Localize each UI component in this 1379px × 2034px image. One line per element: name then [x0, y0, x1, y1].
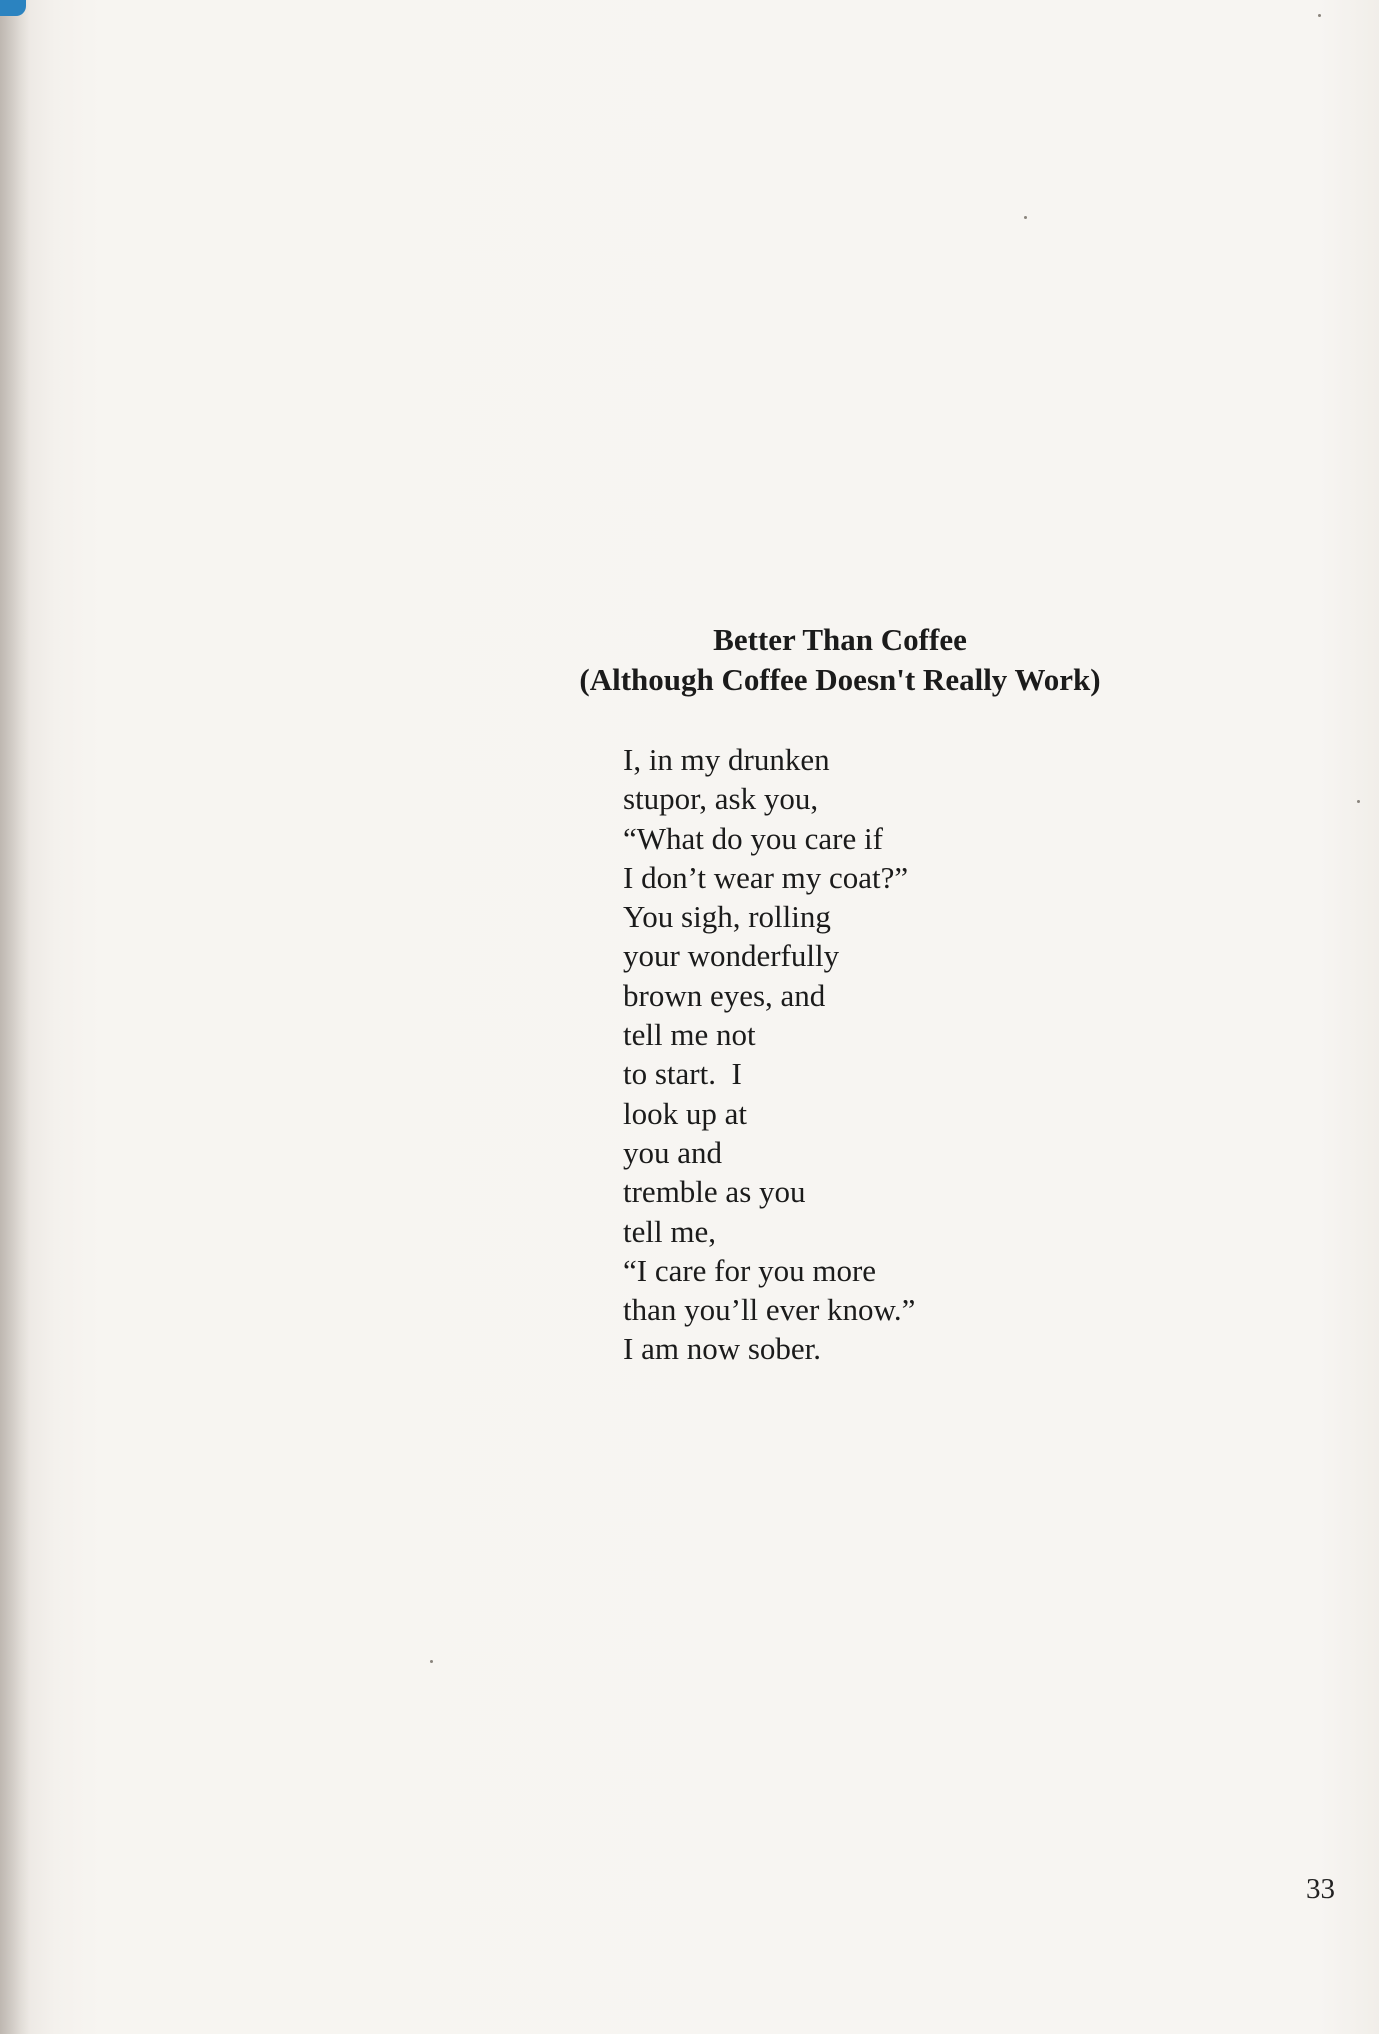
poem-title: Better Than Coffee	[713, 622, 967, 657]
verse-line: you and	[623, 1134, 723, 1170]
verse-line: I don’t wear my coat?”	[623, 859, 909, 895]
verse-line: I, in my drunken	[623, 742, 830, 777]
verse-line: “I care for you more	[623, 1252, 877, 1288]
poem-verse	[623, 740, 915, 1369]
poem-heading	[500, 620, 1180, 700]
verse-line: tell me,	[623, 1213, 716, 1249]
poem-subtitle: (Although Coffee Doesn't Really Work)	[579, 662, 1101, 697]
verse-line: tremble as you	[623, 1174, 806, 1210]
verse-line: look up at	[623, 1095, 747, 1131]
verse-line: to start. I	[623, 1056, 742, 1092]
verse-line: I am now sober.	[623, 1331, 822, 1367]
verse-line: brown eyes, and	[623, 977, 826, 1013]
verse-line: You sigh, rolling	[623, 899, 831, 935]
verse-line: tell me not	[623, 1017, 756, 1053]
verse-line: than you’ll ever know.”	[623, 1292, 916, 1328]
verse-line: “What do you care if	[623, 820, 883, 856]
page-number: 33	[1306, 1873, 1335, 1905]
verse-line: your wonderfully	[623, 938, 840, 974]
verse-line: stupor, ask you,	[623, 781, 819, 817]
